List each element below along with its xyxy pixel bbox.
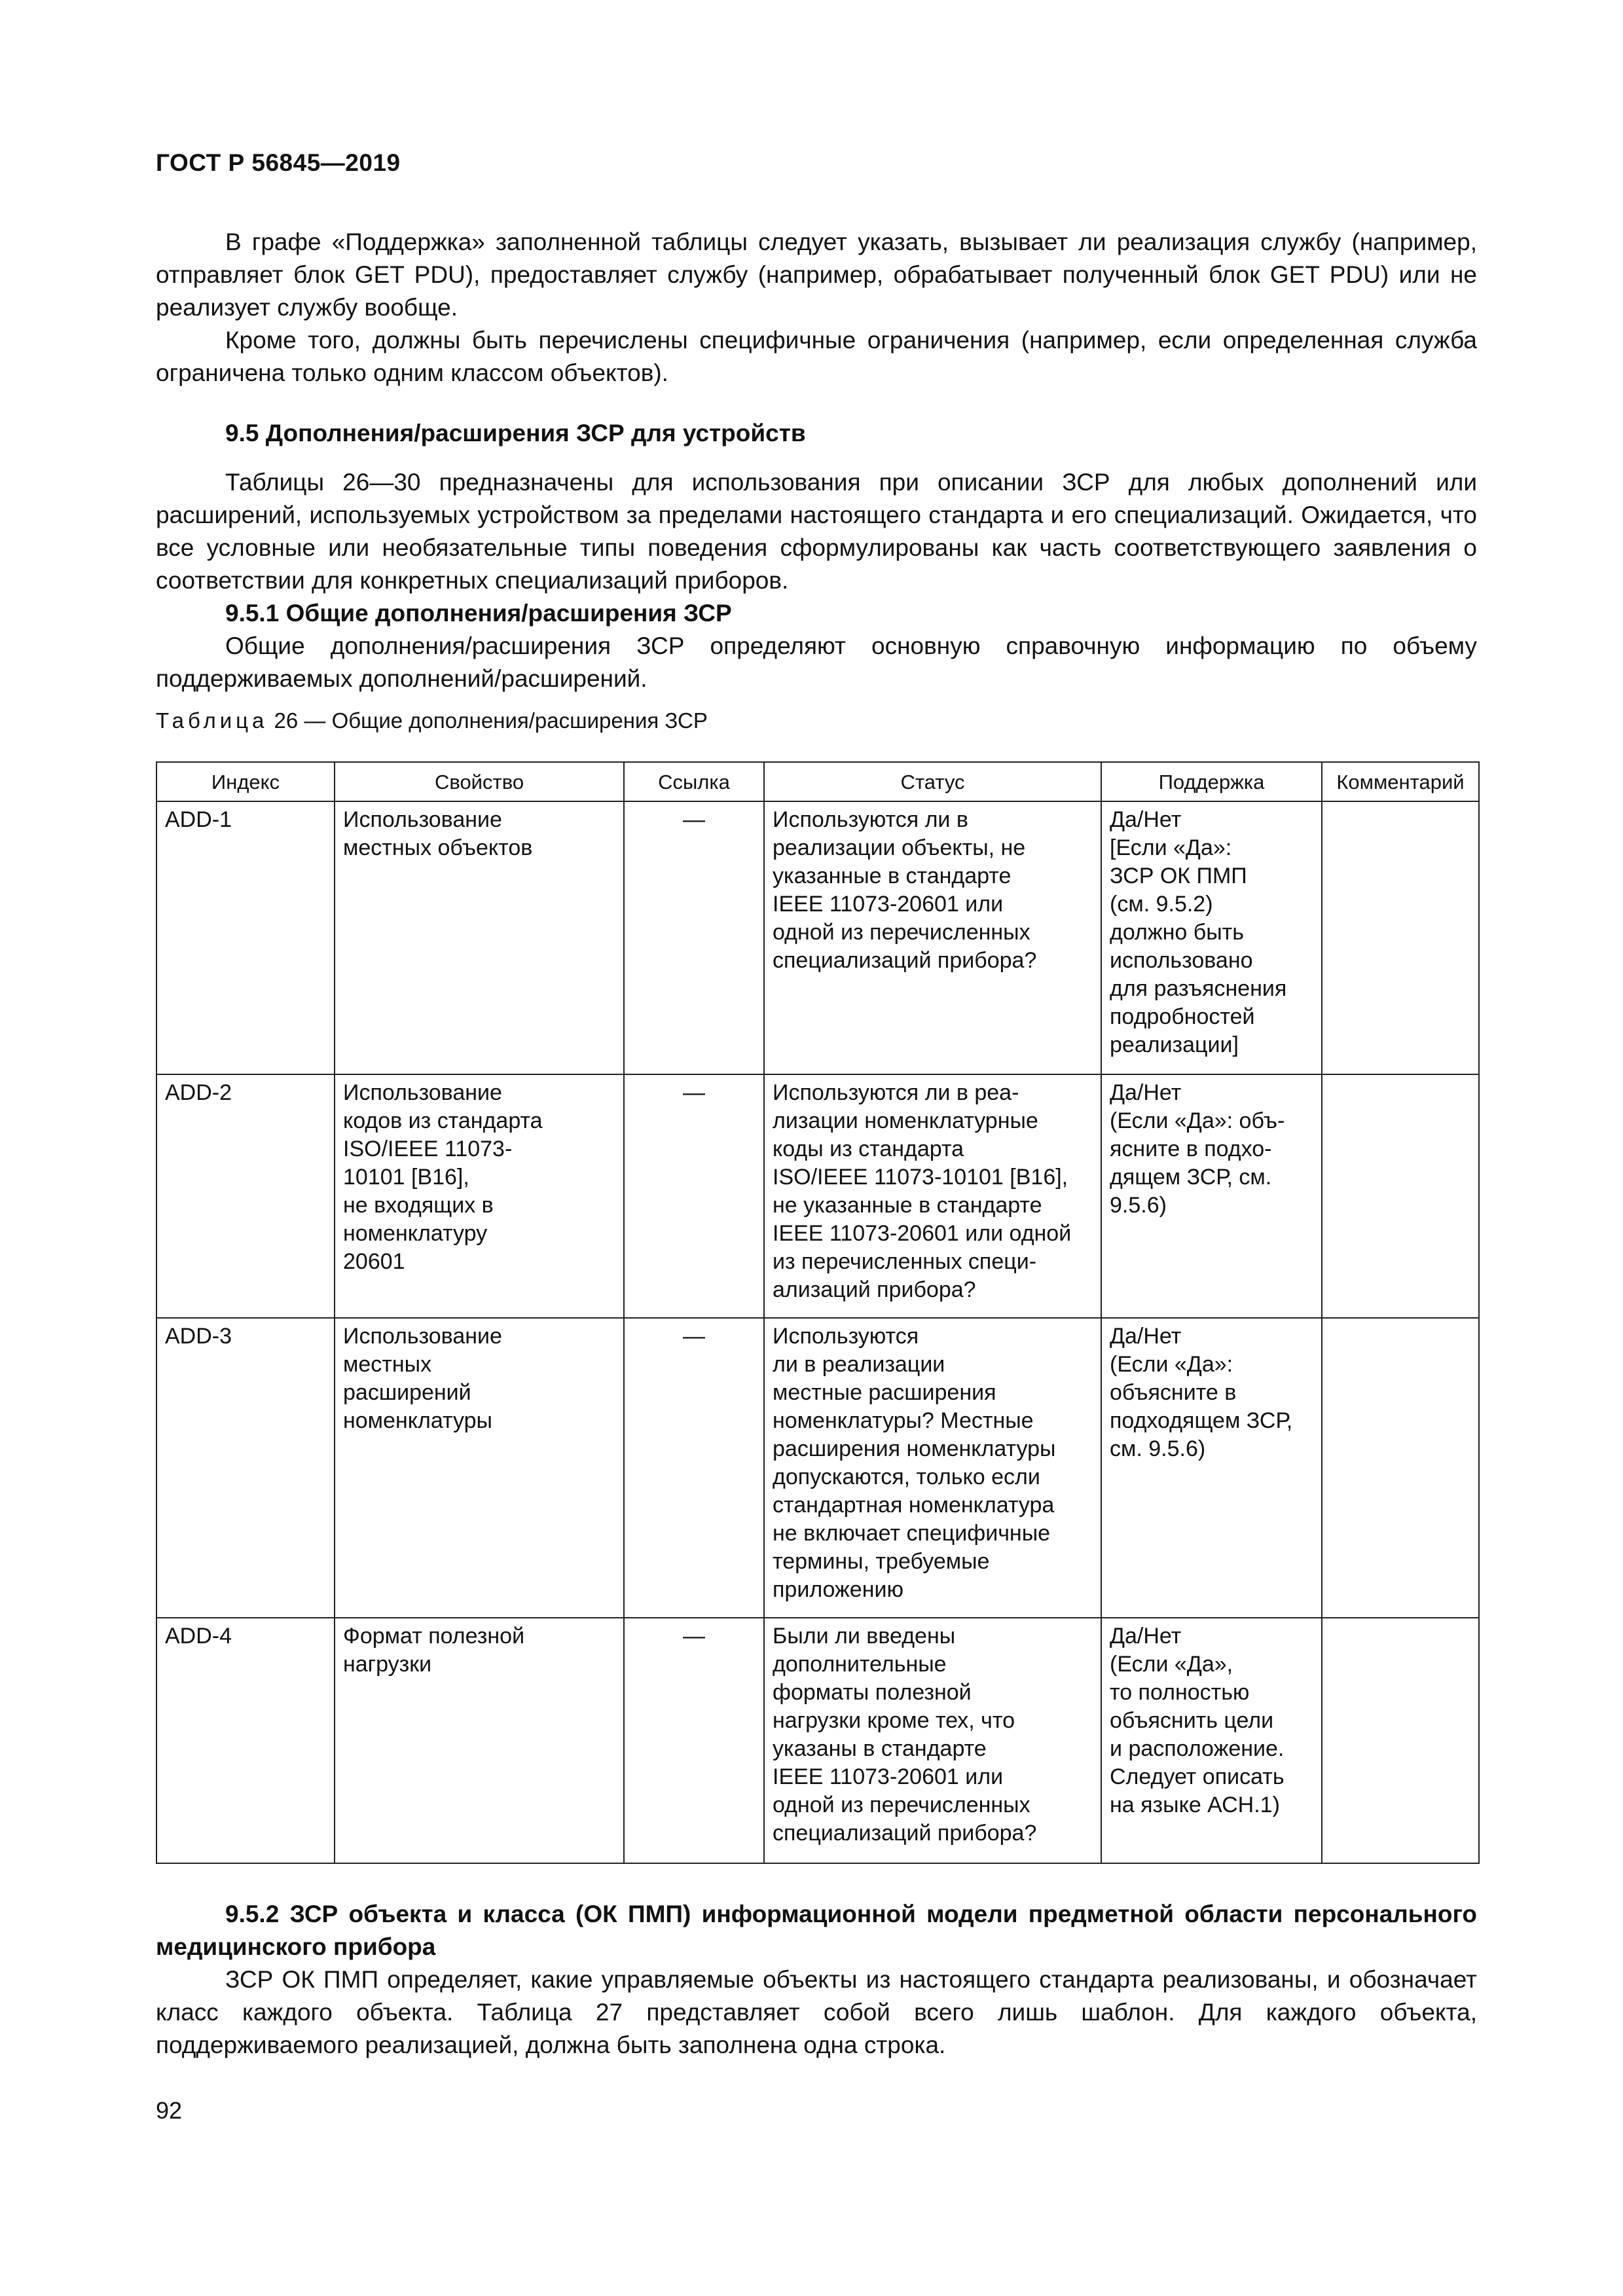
- cell-line: Следует описать: [1110, 1764, 1285, 1789]
- paragraph-tables-26-30: Таблицы 26—30 предназначены для использования при описании ЗСР для любых дополнений или расширений, используемых устройством за пределами настоящего стандарта и его специализаций. Ожидается, что все условные или необязательные типы поведения сформулированы как часть соответствующего заявления о соответствии для конкретных специализаций приборов.: [156, 469, 1477, 594]
- additions-table: [156, 761, 1480, 1864]
- cell-reference: —: [624, 1074, 764, 1318]
- cell-property: [335, 1074, 624, 1318]
- cell-line: дящем ЗСР, см.: [1110, 1165, 1272, 1190]
- cell-support: [1101, 801, 1322, 1074]
- cell-line: и расположение.: [1110, 1736, 1285, 1761]
- cell-line: Да/Нет: [1110, 1080, 1182, 1105]
- cell-line: см. 9.5.6): [1110, 1436, 1206, 1461]
- cell-line: не указанные в стандарте: [773, 1193, 1042, 1218]
- cell-line: Формат полезной: [343, 1624, 525, 1649]
- cell-line: Использование: [343, 1080, 502, 1105]
- cell-line: 20601: [343, 1249, 405, 1274]
- cell-index: ADD-3: [156, 1318, 335, 1618]
- paragraph-restrictions: Кроме того, должны быть перечислены специфичные ограничения (например, если определенная служба ограничена только одним классом объектов).: [156, 327, 1477, 386]
- paragraph-general-additions: Общие дополнения/расширения ЗСР определяют основную справочную информацию по объему поддерживаемых дополнений/расширений.: [156, 632, 1477, 692]
- cell-comment: [1322, 1618, 1479, 1863]
- cell-line: (Если «Да»: объ-: [1110, 1108, 1285, 1133]
- cell-line: IEEE 11073-20601 или одной: [773, 1221, 1072, 1246]
- cell-property: [335, 801, 624, 1074]
- cell-line: лизации номенклатурные: [773, 1108, 1038, 1133]
- cell-support: [1101, 1318, 1322, 1618]
- table-header-row: [156, 762, 1479, 801]
- column-header-property: Свойство: [335, 762, 624, 801]
- cell-line: приложению: [773, 1577, 903, 1602]
- cell-status: [764, 801, 1101, 1074]
- cell-line: одной из перечисленных: [773, 1793, 1030, 1817]
- cell-line: дополнительные: [773, 1652, 947, 1677]
- table-row: [156, 801, 1479, 1074]
- cell-line: ISO/IEEE 11073-10101 [B16],: [773, 1165, 1068, 1190]
- document-header: ГОСТ Р 56845—2019: [156, 149, 401, 176]
- cell-line: подробностей: [1110, 1004, 1255, 1029]
- cell-index: ADD-4: [156, 1618, 335, 1863]
- cell-line: указанные в стандарте: [773, 864, 1012, 888]
- table-row: [156, 1318, 1479, 1618]
- cell-line: номенклатуры? Местные: [773, 1408, 1034, 1433]
- cell-line: Используются ли в: [773, 807, 968, 832]
- cell-line: должно быть: [1110, 920, 1244, 945]
- cell-line: ясните в подхо-: [1110, 1137, 1272, 1161]
- cell-line: объясните в: [1110, 1380, 1237, 1405]
- cell-line: Используются ли в реа-: [773, 1080, 1019, 1105]
- table-caption-word: Таблица: [156, 708, 268, 733]
- cell-line: специализаций прибора?: [773, 948, 1037, 973]
- cell-line: нагрузки: [343, 1652, 432, 1677]
- cell-line: 9.5.6): [1110, 1193, 1167, 1218]
- table-row: [156, 1074, 1479, 1318]
- cell-reference: —: [624, 801, 764, 1074]
- table-row: [156, 1618, 1479, 1863]
- cell-support: [1101, 1618, 1322, 1863]
- cell-comment: [1322, 1318, 1479, 1618]
- cell-line: ли в реализации: [773, 1352, 945, 1377]
- cell-line: Были ли введены: [773, 1624, 956, 1649]
- cell-line: [Если «Да»:: [1110, 835, 1232, 860]
- column-header-comment: Комментарий: [1322, 762, 1479, 801]
- cell-line: объяснить цели: [1110, 1708, 1274, 1733]
- cell-line: местных объектов: [343, 835, 533, 860]
- cell-line: одной из перечисленных: [773, 920, 1030, 945]
- table-caption: [156, 708, 708, 733]
- cell-line: для разъяснения: [1110, 976, 1287, 1001]
- cell-line: реализации объекты, не: [773, 835, 1026, 860]
- table-caption-title: 26 — Общие дополнения/расширения ЗСР: [268, 708, 708, 733]
- cell-line: стандартная номенклатура: [773, 1493, 1055, 1518]
- page-number: 92: [156, 2097, 183, 2124]
- cell-line: специализаций прибора?: [773, 1821, 1037, 1846]
- cell-line: Да/Нет: [1110, 807, 1182, 832]
- cell-comment: [1322, 1074, 1479, 1318]
- cell-line: то полностью: [1110, 1680, 1250, 1705]
- cell-line: ISO/IEEE 11073-: [343, 1137, 513, 1161]
- cell-line: Да/Нет: [1110, 1624, 1182, 1649]
- cell-line: (Если «Да»:: [1110, 1352, 1233, 1377]
- cell-line: IEEE 11073-20601 или: [773, 892, 1004, 917]
- cell-property: [335, 1318, 624, 1618]
- cell-line: термины, требуемые: [773, 1549, 990, 1574]
- column-header-reference: Ссылка: [624, 762, 764, 801]
- cell-line: местных: [343, 1352, 432, 1377]
- cell-line: Да/Нет: [1110, 1324, 1182, 1349]
- cell-line: коды из стандарта: [773, 1137, 964, 1161]
- cell-line: расширений: [343, 1380, 471, 1405]
- cell-reference: —: [624, 1318, 764, 1618]
- cell-comment: [1322, 801, 1479, 1074]
- cell-line: ализаций прибора?: [773, 1277, 976, 1302]
- section-heading-9-5-2: 9.5.2 ЗСР объекта и класса (ОК ПМП) информационной модели предметной области персонального медицинского прибора: [156, 1901, 1477, 1960]
- cell-line: номенклатуры: [343, 1408, 492, 1433]
- section-9-5: [156, 417, 1477, 695]
- cell-reference: —: [624, 1618, 764, 1863]
- cell-line: расширения номенклатуры: [773, 1436, 1056, 1461]
- cell-line: реализации]: [1110, 1032, 1239, 1057]
- cell-line: номенклатуру: [343, 1221, 488, 1246]
- cell-line: подходящем ЗСР,: [1110, 1408, 1293, 1433]
- cell-line: IEEE 11073-20601 или: [773, 1764, 1004, 1789]
- cell-index: ADD-1: [156, 801, 335, 1074]
- cell-line: не входящих в: [343, 1193, 494, 1218]
- cell-line: из перечисленных специ-: [773, 1249, 1037, 1274]
- cell-status: [764, 1074, 1101, 1318]
- cell-line: указаны в стандарте: [773, 1736, 987, 1761]
- column-header-support: Поддержка: [1101, 762, 1322, 801]
- cell-line: Использование: [343, 1324, 502, 1349]
- cell-line: кодов из стандарта: [343, 1108, 543, 1133]
- cell-property: [335, 1618, 624, 1863]
- paragraph-support-column: В графе «Поддержка» заполненной таблицы следует указать, вызывает ли реализация службу (например, отправляет блок GET PDU), предоставляет службу (например, обрабатывает полученный блок GET PDU) или не реализует службу вообще.: [156, 228, 1477, 321]
- cell-line: использовано: [1110, 948, 1253, 973]
- cell-line: ЗСР ОК ПМП: [1110, 864, 1247, 888]
- cell-line: нагрузки кроме тех, что: [773, 1708, 1015, 1733]
- cell-line: не включает специфичные: [773, 1521, 1051, 1546]
- intro-block: [156, 226, 1477, 390]
- cell-status: [764, 1618, 1101, 1863]
- column-header-status: Статус: [764, 762, 1101, 801]
- section-heading-9-5: 9.5 Дополнения/расширения ЗСР для устройств: [225, 420, 806, 446]
- column-header-index: Индекс: [156, 762, 335, 801]
- cell-support: [1101, 1074, 1322, 1318]
- cell-line: форматы полезной: [773, 1680, 972, 1705]
- cell-line: допускаются, только если: [773, 1465, 1040, 1489]
- cell-line: (Если «Да»,: [1110, 1652, 1233, 1677]
- cell-status: [764, 1318, 1101, 1618]
- cell-line: местные расширения: [773, 1380, 996, 1405]
- cell-line: на языке АСН.1): [1110, 1793, 1280, 1817]
- cell-line: (см. 9.5.2): [1110, 892, 1213, 917]
- section-9-5-2: [156, 1898, 1477, 2062]
- cell-line: Используются: [773, 1324, 919, 1349]
- cell-line: Использование: [343, 807, 502, 832]
- paragraph-ok-pmp: ЗСР ОК ПМП определяет, какие управляемые объекты из настоящего стандарта реализованы, и обозначает класс каждого объекта. Таблица 27 представляет собой всего лишь шаблон. Для каждого объекта, поддерживаемого реализацией, должна быть заполнена одна строка.: [156, 1966, 1477, 2058]
- cell-line: 10101 [B16],: [343, 1165, 469, 1190]
- section-heading-9-5-1: 9.5.1 Общие дополнения/расширения ЗСР: [225, 600, 732, 627]
- cell-index: ADD-2: [156, 1074, 335, 1318]
